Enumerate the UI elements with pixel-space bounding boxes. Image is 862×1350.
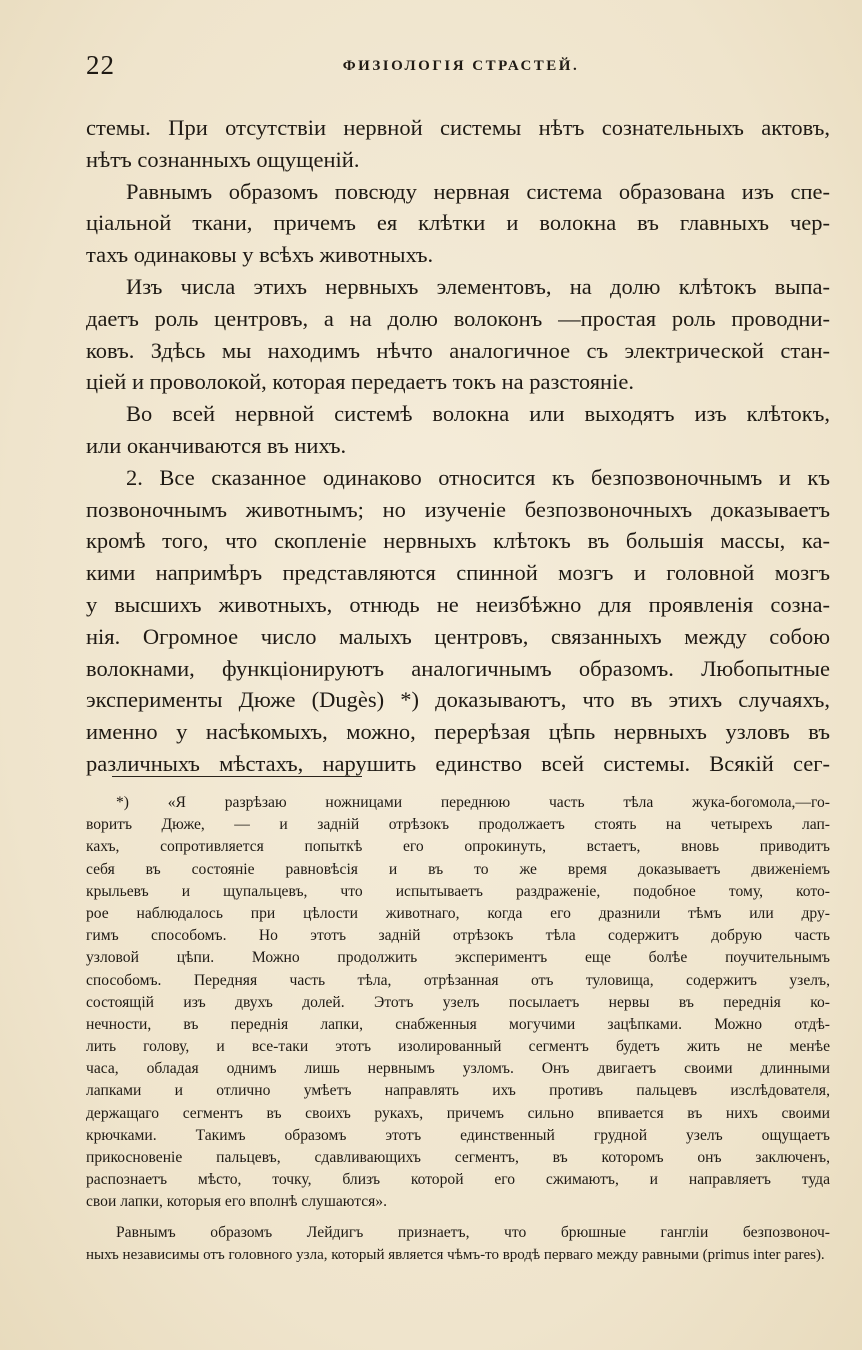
footnote-line: рое наблюдалось при цѣлости животнаго, когда его дразнили тѣмъ или дру- (86, 904, 830, 922)
footnote-line: себя въ состояніе равновѣсія и въ то же время доказываетъ движеніемъ (86, 860, 830, 878)
footnote-line: распознаетъ мѣсто, точку, близъ которой его сжимаютъ, и направляетъ туда (86, 1171, 830, 1189)
footnote-line: крючками. Такимъ образомъ этотъ единственный грудной узелъ ощущаетъ (86, 1126, 830, 1144)
paragraph-start: Равнымъ образомъ повсюду нервная система образована изъ спе- (126, 178, 830, 204)
footnote-separator (112, 776, 362, 777)
footnote-line: кахъ, сопротивляется попыткѣ его опрокинуть, встаетъ, вновь приводитъ (86, 838, 830, 856)
footnote-line: гимъ способомъ. Но этотъ задній отрѣзокъ тѣла содержитъ добрую часть (86, 927, 830, 945)
footnote-line: ныхъ независимы отъ головного узла, который является чѣмъ-то вродѣ перваго между равными (primus inter pares). (86, 1246, 825, 1263)
footnote-line: часа, обладая однимъ лишь нервнымъ узломъ. Онъ двигаетъ своими длинными (86, 1060, 830, 1078)
text-line: у высшихъ животныхъ, отнюдь не неизбѣжно для проявленія созна- (86, 591, 830, 617)
text-line: кими напримѣръ представляются спинной мозгъ и головной мозгъ (86, 560, 830, 586)
text-line: или оканчиваются въ нихъ. (86, 432, 347, 458)
text-line: именно у насѣкомыхъ, можно, перерѣзая цѣпь нервныхъ узловъ въ (86, 719, 830, 745)
footnote-line: лить голову, и все-таки этотъ изолированный сегментъ будетъ жить не менѣе (86, 1038, 830, 1056)
paragraph-start: Изъ числа этихъ нервныхъ элементовъ, на долю клѣтокъ выпа- (126, 273, 830, 299)
running-title: ФИЗІОЛОГІЯ СТРАСТЕЙ. (342, 58, 580, 74)
footnote-line: состоящій изъ двухъ долей. Этотъ узелъ посылаетъ нервы въ переднія ко- (86, 993, 830, 1011)
footnote-line: узловой цѣпи. Можно продолжить экспериментъ еще болѣе поучительнымъ (86, 949, 830, 967)
footnote-line: прикосновеніе пальцевъ, сдавливающихъ сегментъ, въ которомъ онъ заключенъ, (86, 1149, 830, 1166)
text-line: ковъ. Здѣсь мы находимъ нѣчто аналогичное съ электрической стан- (86, 337, 830, 363)
text-line: тахъ одинаковы у всѣхъ животныхъ. (86, 242, 434, 268)
footnote-paragraph-start: Равнымъ образомъ Лейдигъ признаетъ, что брюшные гангліи безпозвоноч- (116, 1223, 830, 1241)
text-line: нѣтъ сознанныхъ ощущеній. (86, 146, 360, 172)
footnote-line: нечности, въ переднія лапки, снабженныя могучими зацѣпками. Можно отдѣ- (86, 1015, 830, 1033)
text-line: эксперименты Дюже (Dugès) *) доказываютъ, что въ этихъ случаяхъ, (86, 687, 830, 713)
text-line: кромѣ того, что скопленіе нервныхъ клѣтокъ въ большія массы, ка- (86, 528, 830, 554)
footnote-line: способомъ. Передняя часть тѣла, отрѣзанная отъ туловища, содержитъ узелъ, (86, 971, 830, 989)
text-line: ціальной ткани, причемъ ея клѣтки и волокна въ главныхъ чер- (86, 210, 830, 236)
footnote-line: *) «Я разрѣзаю ножницами переднюю часть тѣла жука-богомола,—го- (116, 794, 830, 811)
text-line: различныхъ мѣстахъ, нарушить единство всей системы. Всякій сег- (86, 750, 830, 776)
page-number: 22 (86, 50, 115, 80)
footnote-line: свои лапки, которыя его вполнѣ слушаются». (86, 1193, 387, 1211)
text-line: стемы. При отсутствіи нервной системы нѣтъ сознательныхъ актовъ, (86, 115, 830, 140)
text-line: позвоночнымъ животнымъ; но изученіе безпозвоночныхъ доказываетъ (86, 496, 830, 522)
footnote (86, 792, 830, 1266)
paragraph-start: Во всей нервной системѣ волокна или выходятъ изъ клѣтокъ, (126, 401, 830, 427)
footnote-line: воритъ Дюже, — и задній отрѣзокъ продолжаетъ стоять на четырехъ лап- (86, 816, 830, 834)
paragraph-start: 2. Все сказанное одинаково относится къ безпозвоночнымъ и къ (126, 464, 830, 490)
text-line: нія. Огромное число малыхъ центровъ, связанныхъ между собою (86, 623, 830, 649)
footnote-line: крыльевъ и щупальцевъ, что испытываетъ раздраженіе, подобное тому, кото- (86, 882, 830, 900)
footnote-line: держащаго сегментъ въ своихъ рукахъ, причемъ сильно впивается въ нихъ своими (86, 1104, 830, 1122)
paragraph-gap (86, 1214, 830, 1222)
main-text (86, 112, 830, 780)
text-line: ціей и проволокой, которая передаетъ токъ на разстояніе. (86, 369, 634, 395)
footnote-line: лапками и отлично умѣетъ направлять ихъ противъ пальцевъ изслѣдователя, (86, 1082, 830, 1100)
text-line: волокнами, функціонируютъ аналогичнымъ образомъ. Любопытные (86, 655, 830, 681)
text-line: даетъ роль центровъ, а на долю волоконъ —простая роль проводни- (86, 305, 830, 331)
